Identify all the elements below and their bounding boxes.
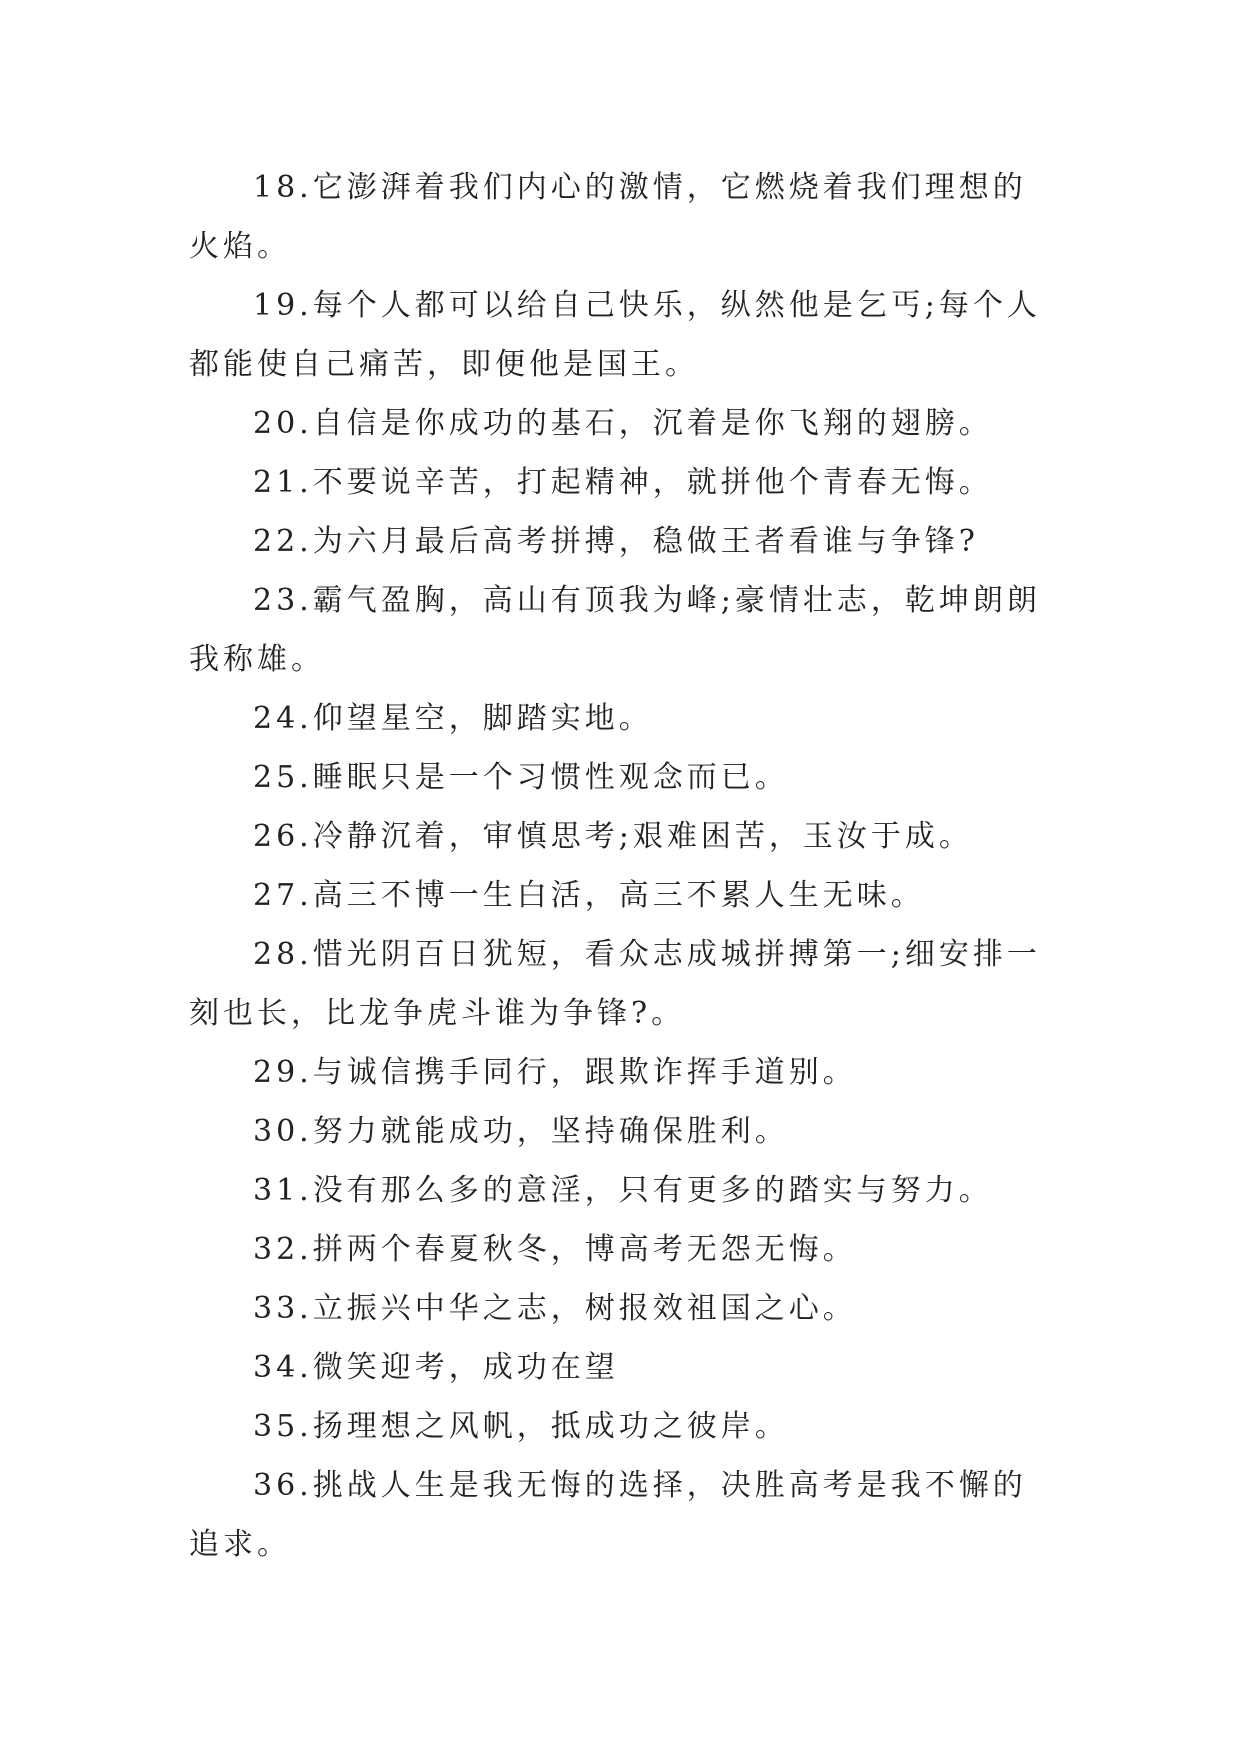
paragraph-24: 24.仰望星空，脚踏实地。 (253, 701, 653, 736)
paragraph-22: 22.为六月最后高考拼搏，稳做王者看谁与争锋? (253, 524, 979, 559)
paragraph-19: 19.每个人都可以给自己快乐，纵然他是乞丐;每个人都能使自己痛苦，即便他是国王。 (189, 288, 1041, 382)
paragraph-25: 25.睡眠只是一个习惯性观念而已。 (253, 760, 789, 795)
paragraph-20: 20.自信是你成功的基石，沉着是你飞翔的翅膀。 (253, 406, 993, 441)
paragraph-27: 27.高三不博一生白活，高三不累人生无味。 (253, 878, 925, 913)
paragraph-36: 36.挑战人生是我无悔的选择，决胜高考是我不懈的追求。 (189, 1468, 1027, 1562)
paragraph-29: 29.与诚信携手同行，跟欺诈挥手道别。 (253, 1055, 857, 1090)
paragraph-26: 26.冷静沉着，审慎思考;艰难困苦，玉汝于成。 (253, 819, 973, 854)
paragraph-35: 35.扬理想之风帆，抵成功之彼岸。 (253, 1409, 789, 1444)
paragraph-21: 21.不要说辛苦，打起精神，就拼他个青春无悔。 (253, 465, 993, 500)
paragraph-34: 34.微笑迎考，成功在望 (253, 1350, 619, 1385)
paragraph-23: 23.霸气盈胸，高山有顶我为峰;豪情壮志，乾坤朗朗我称雄。 (189, 583, 1041, 677)
document-body (189, 158, 1049, 1574)
paragraph-28: 28.惜光阴百日犹短，看众志成城拼搏第一;细安排一刻也长，比龙争虎斗谁为争锋?。 (189, 937, 1041, 1031)
paragraph-31: 31.没有那么多的意淫，只有更多的踏实与努力。 (253, 1173, 993, 1208)
paragraph-18: 18.它澎湃着我们内心的激情，它燃烧着我们理想的火焰。 (189, 170, 1027, 264)
paragraph-30: 30.努力就能成功，坚持确保胜利。 (253, 1114, 789, 1149)
paragraph-32: 32.拼两个春夏秋冬，博高考无怨无悔。 (253, 1232, 857, 1267)
paragraph-33: 33.立振兴中华之志，树报效祖国之心。 (253, 1291, 857, 1326)
